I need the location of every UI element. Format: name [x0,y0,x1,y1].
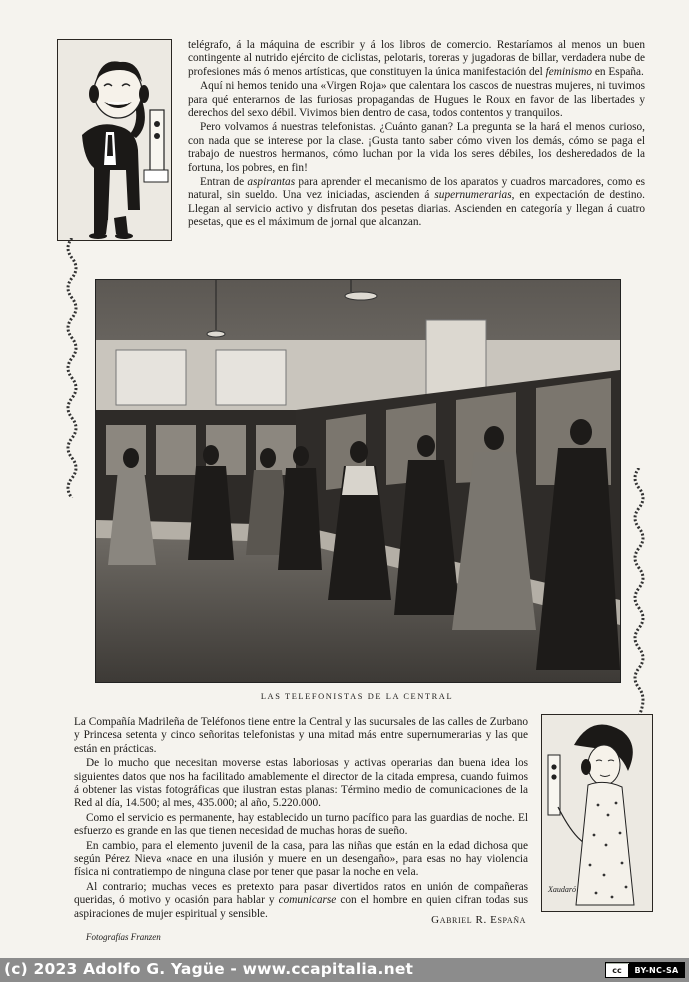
italic-text: feminismo [545,65,593,78]
text-run: para aprender el mecanismo de los aparatos y cuadros marcadores, como es natural, sin sueldo. Una vez iniciadas, ascienden á [188,176,645,202]
coiled-cord-right [625,468,655,716]
article-text-top [188,39,645,231]
text-run: Al contrario; muchas veces es pretexto para pasar divertidos ratos en unión de compañeras queridas, ó motivo y ocasión para hablar y [74,880,528,907]
paragraph [188,80,645,120]
caricature-man-telephone [57,39,172,241]
text-run: Entran de [200,176,248,189]
text-run: La Compañía Madrileña de Teléfonos tiene entre la Central y las sucursales de las calles de Zurbano y Princesa setenta y cinco señoritas telefonistas y una mitad más entre supernumerarias y las que están en prácticas. [74,716,528,755]
text-run: con el hombre en quien cifran todas sus aspiraciones de mujer espiritual y sensible. [74,894,528,920]
copyright-footer [0,958,689,982]
article-text-bottom [74,716,528,922]
caricature-woman-telephone [541,714,653,912]
illustrator-signature: Xaudaró [548,885,576,894]
text-run: Como el servicio es permanente, hay establecido un turno pacífico para las guardias de noche. El esfuerzo es grande en las que tienen necesidad de muchas horas de sueño. [74,811,528,838]
text-run: Pero volvamos á nuestras telefonistas. ¿Cuánto ganan? La pregunta se la hará el menos curioso, con nada que se interese por la clase. ¡Gusta tanto saber cómo viven los demás, cómo se paga el trabajo de nuestros hermanos, cómo luchan por la vida los seres débiles, los desheredados de la fortuna, los pobres, en fin! [188,121,645,174]
copyright-text: (c) 2023 Adolfo G. Yagüe - www.ccapitalia.net [4,960,414,978]
paragraph [188,39,645,79]
text-run: Aquí ni hemos tenido una «Virgen Roja» que calentara los cascos de nuestras mujeres, ni tuvimos para qué enterarnos de las furiosas propagandas de Hugues le Roux en favor de las libertades y derechos del sexo débil. Vivimos bien dentro de casa, todos contentos y tranquilos. [188,80,645,120]
text-run: , en expectación de destino. Llegan al servicio activo y disfrutan dos pesetas diarias. Ascienden en categoría y llegan á cuatro pesetas, que es el máximum de jornal que alcanzan. [188,189,645,229]
text-run: en España. [592,65,644,78]
coiled-cord-left [58,238,98,498]
paragraph [74,757,528,811]
switchboard-photograph [95,279,621,683]
text-run: telégrafo, á la máquina de escribir y á los libros de comercio. Restaríamos al menos un buen contingente al nutrido ejército de ciclistas, pelotaris, toreras y jugadoras de billar, verdadera nube de profesiones más ó menos artísticas, que constituyen la única manifestación del [188,39,645,78]
paragraph [188,121,645,175]
license-label: BY-NC-SA [629,963,684,977]
paragraph [74,812,528,839]
italic-text: aspirantas [247,176,296,189]
italic-text: comunicarse [278,894,337,907]
photo-caption: LAS TELEFONISTAS DE LA CENTRAL [260,692,454,701]
paragraph [74,840,528,880]
author-signature: Gabriel R. España [431,914,526,926]
paragraph [188,176,645,230]
creative-commons-icon: cc [606,964,629,977]
text-run: En cambio, para el elemento juvenil de la casa, para las niñas que están en la edad dichosa que según Pérez Nieva «nace en una ilusión y muere en un desengaño», para esas no hay violencia física ni contratiempo de ninguna clase por tener que pasar la noche en vela. [74,839,528,879]
paragraph [74,716,528,756]
text-run: De lo mucho que necesitan moverse estas laboriosas y activas operarias dan buena idea los siguientes datos que nos ha facilitado amablemente el director de la citada empresa, cuando fuimos á obtener las vistas fotográficas que ilustran estas planas: Término medio de comunicaciones de la Red al día, 14.500; al mes, 435.000; al año, 5.220.000. [74,757,528,810]
italic-text: supernumerarias [434,189,512,202]
license-badge [605,962,685,978]
photo-credit: Fotografías Franzen [86,932,161,942]
